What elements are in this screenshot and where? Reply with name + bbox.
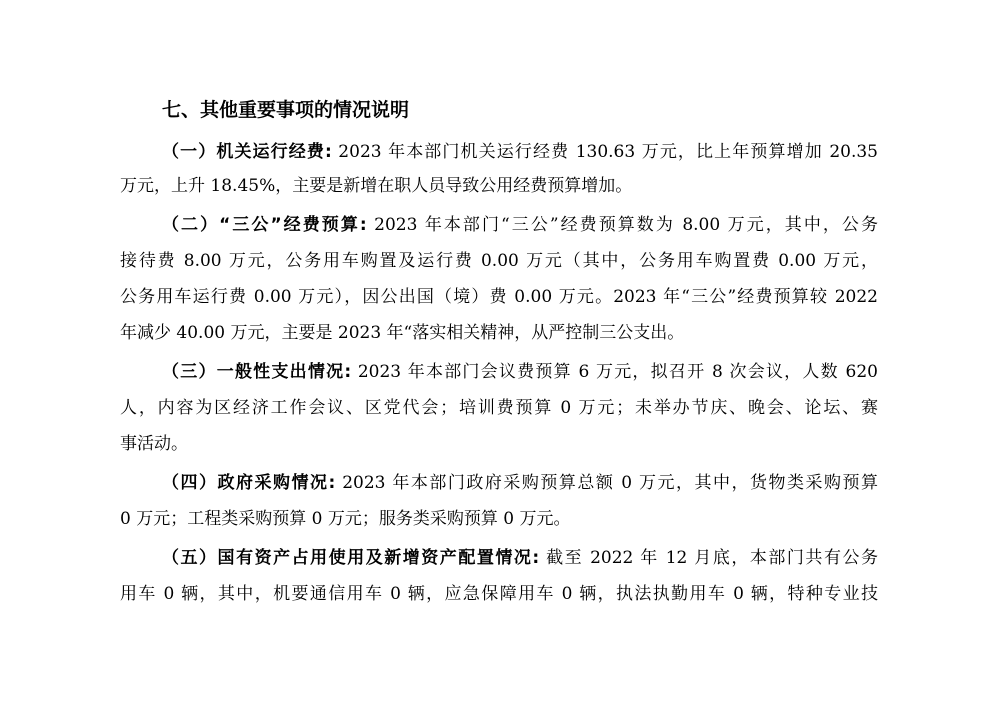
paragraph-1-line-1	[162, 139, 878, 165]
paragraph-4-line-1	[162, 470, 878, 496]
paragraph-2-line-4: 年减少 40.00 万元，主要是 2023 年“落实相关精神，从严控制三公支出。	[120, 323, 685, 343]
paragraph-4-line-2: 0 万元；工程类采购预算 0 万元；服务类采购预算 0 万元。	[120, 509, 571, 529]
paragraph-5-label: （五）国有资产占用使用及新增资产配置情况:	[162, 548, 540, 568]
paragraph-3-label: （三）一般性支出情况:	[162, 362, 352, 382]
paragraph-5-text-1: 截至 2022 年 12 月底，本部门共有公务	[539, 548, 878, 568]
paragraph-2-line-2: 接待费 8.00 万元，公务用车购置及运行费 0.00 万元（其中，公务用车购置费 0.00 万元，	[120, 251, 878, 271]
paragraph-2-label: （二）“三公”经费预算:	[162, 215, 367, 235]
paragraph-5-line-2: 用车 0 辆，其中，机要通信用车 0 辆，应急保障用车 0 辆，执法执勤用车 0 辆，特种专业技	[120, 584, 878, 604]
paragraph-4-text-1: 2023 年本部门政府采购预算总额 0 万元，其中，货物类采购预算	[335, 473, 878, 493]
paragraph-1-label: （一）机关运行经费:	[162, 142, 332, 162]
paragraph-2-text-1: 2023 年本部门“三公”经费预算数为 8.00 万元，其中，公务	[366, 215, 878, 235]
paragraph-3-text-1: 2023 年本部门会议费预算 6 万元，拟召开 8 次会议，人数 620	[351, 362, 878, 382]
paragraph-3-line-3: 事活动。	[120, 434, 188, 454]
paragraph-4-label: （四）政府采购情况:	[162, 473, 336, 493]
paragraph-1-line-2: 万元，上升 18.45%，主要是新增在职人员导致公用经费预算增加。	[120, 176, 633, 196]
paragraph-3-line-1	[162, 359, 878, 385]
paragraph-1-text-1: 2023 年本部门机关运行经费 130.63 万元，比上年预算增加 20.35	[331, 142, 878, 162]
paragraph-3-line-2: 人，内容为区经济工作会议、区党代会；培训费预算 0 万元；未举办节庆、晚会、论坛、赛	[120, 398, 878, 418]
paragraph-5-line-1	[162, 545, 878, 571]
section-heading: 七、其他重要事项的情况说明	[162, 99, 410, 121]
paragraph-2-line-1	[162, 212, 878, 238]
paragraph-2-line-3: 公务用车运行费 0.00 万元），因公出国（境）费 0.00 万元。2023 年“三公”经费预算较 2022	[120, 287, 878, 307]
